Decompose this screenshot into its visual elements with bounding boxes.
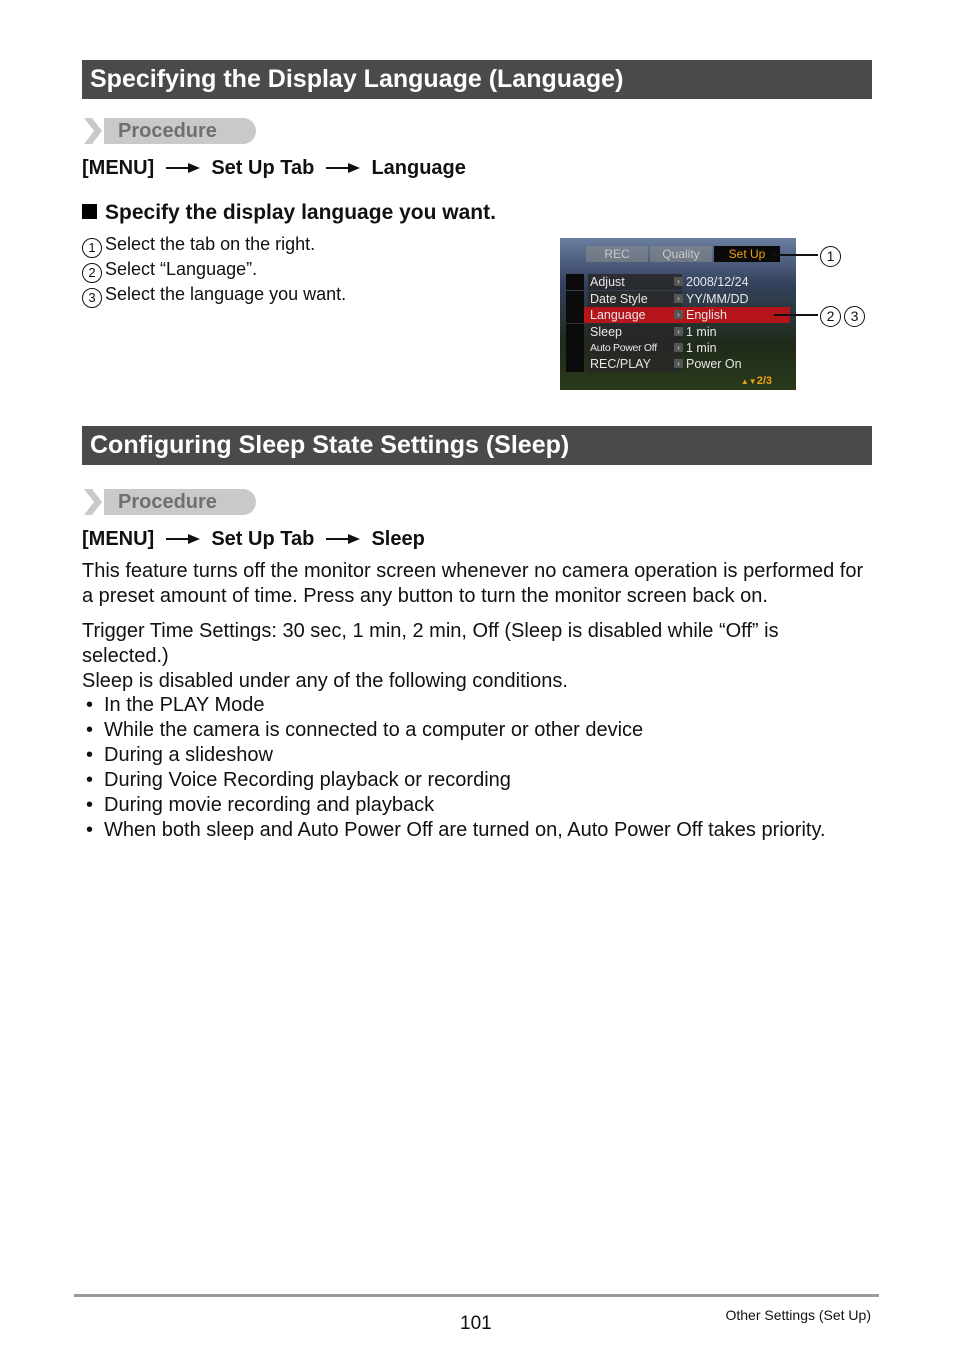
menu-path-step: Set Up Tab xyxy=(211,527,315,550)
camera-row-label: Sleep xyxy=(588,324,682,340)
menu-path xyxy=(82,526,425,551)
footer-section-label: Other Settings (Set Up) xyxy=(725,1307,871,1323)
up-down-arrows-icon: ▲▼ xyxy=(740,377,757,386)
step-item xyxy=(82,283,346,308)
sleep-description: This feature turns off the monitor screen whenever no camera operation is performed for a preset amount of time. Press any button to turn the monitor screen back on. xyxy=(82,560,864,607)
square-bullet-icon xyxy=(82,204,97,219)
camera-menu-row xyxy=(566,356,790,372)
camera-menu-screenshot xyxy=(560,238,796,390)
procedure-badge xyxy=(82,118,256,144)
step-item xyxy=(82,258,346,283)
camera-row-label: Date Style xyxy=(588,291,682,307)
subheading-text: Specify the display language you want. xyxy=(105,201,496,224)
menu-path-step: Sleep xyxy=(371,527,425,550)
conditions-list xyxy=(82,693,826,843)
camera-row-value: YY/MM/DD xyxy=(686,292,749,306)
list-item: • In the PLAY Mode xyxy=(86,694,265,716)
camera-row-label: Auto Power Off xyxy=(588,340,682,356)
camera-menu-row xyxy=(566,340,790,356)
camera-menu-row xyxy=(566,324,790,340)
menu-path-step: [MENU] xyxy=(82,156,155,179)
trigger-time-settings: Trigger Time Settings: 30 sec, 1 min, 2 min, Off (Sleep is disabled while “Off” is selected.) xyxy=(82,620,779,667)
camera-menu-row xyxy=(566,291,790,307)
camera-tab-rec: REC xyxy=(586,246,648,262)
list-item: • While the camera is connected to a computer or other device xyxy=(86,719,644,741)
section-title-language: Specifying the Display Language (Language) xyxy=(82,60,872,99)
step-text: Select “Language”. xyxy=(105,259,258,279)
chevron-right-icon: › xyxy=(674,277,683,286)
section-title-sleep: Configuring Sleep State Settings (Sleep) xyxy=(82,426,872,465)
procedure-label: Procedure xyxy=(118,491,217,513)
step-number: 3 xyxy=(82,288,102,308)
camera-menu-row xyxy=(566,274,790,290)
camera-row-value: 1 min xyxy=(686,325,717,339)
menu-path-step: Language xyxy=(371,156,466,179)
steps-list xyxy=(82,233,346,308)
chevron-right-icon: › xyxy=(674,327,683,336)
camera-row-value: Power On xyxy=(686,357,742,371)
camera-row-label: REC/PLAY xyxy=(588,356,682,372)
list-item: • During movie recording and playback xyxy=(86,794,435,816)
arrow-right-icon xyxy=(326,162,360,174)
callout-1: 1 xyxy=(820,242,844,267)
chevron-right-icon: › xyxy=(674,343,683,352)
procedure-label: Procedure xyxy=(118,120,217,142)
arrow-right-icon xyxy=(166,162,200,174)
chevron-icon xyxy=(82,489,104,515)
procedure-badge xyxy=(82,489,256,515)
callout-line xyxy=(774,314,818,316)
camera-page-indicator: ▲▼2/3 xyxy=(740,375,772,387)
sleep-disabled-intro: Sleep is disabled under any of the following conditions. xyxy=(82,670,568,692)
camera-row-value: English xyxy=(686,308,727,322)
camera-tab-quality: Quality xyxy=(650,246,712,262)
list-item: • During Voice Recording playback or recording xyxy=(86,769,511,791)
camera-tab-setup: Set Up xyxy=(714,246,780,262)
step-text: Select the tab on the right. xyxy=(105,234,316,254)
camera-menu-row-selected xyxy=(566,307,790,323)
camera-row-label: Language xyxy=(588,307,682,323)
step-item xyxy=(82,233,346,258)
footer-divider xyxy=(74,1294,879,1297)
chevron-icon xyxy=(82,118,104,144)
chevron-right-icon: › xyxy=(674,310,683,319)
chevron-right-icon: › xyxy=(674,294,683,303)
camera-row-label: Adjust xyxy=(588,274,682,290)
menu-path xyxy=(82,155,466,180)
step-number: 2 xyxy=(82,263,102,283)
subheading xyxy=(82,201,496,225)
menu-path-step: Set Up Tab xyxy=(211,156,315,179)
arrow-right-icon xyxy=(166,533,200,545)
callout-line xyxy=(772,254,818,256)
step-number: 1 xyxy=(82,238,102,258)
camera-row-value: 2008/12/24 xyxy=(686,275,749,289)
page-number: 101 xyxy=(460,1313,492,1334)
step-text: Select the language you want. xyxy=(105,284,347,304)
menu-path-step: [MENU] xyxy=(82,527,155,550)
camera-tabs xyxy=(564,246,792,262)
arrow-right-icon xyxy=(326,533,360,545)
list-item: • During a slideshow xyxy=(86,744,273,766)
callout-2-3: 2 3 xyxy=(820,302,868,327)
list-item: • When both sleep and Auto Power Off are turned on, Auto Power Off takes priority. xyxy=(86,819,826,841)
chevron-right-icon: › xyxy=(674,359,683,368)
camera-row-value: 1 min xyxy=(686,341,717,355)
